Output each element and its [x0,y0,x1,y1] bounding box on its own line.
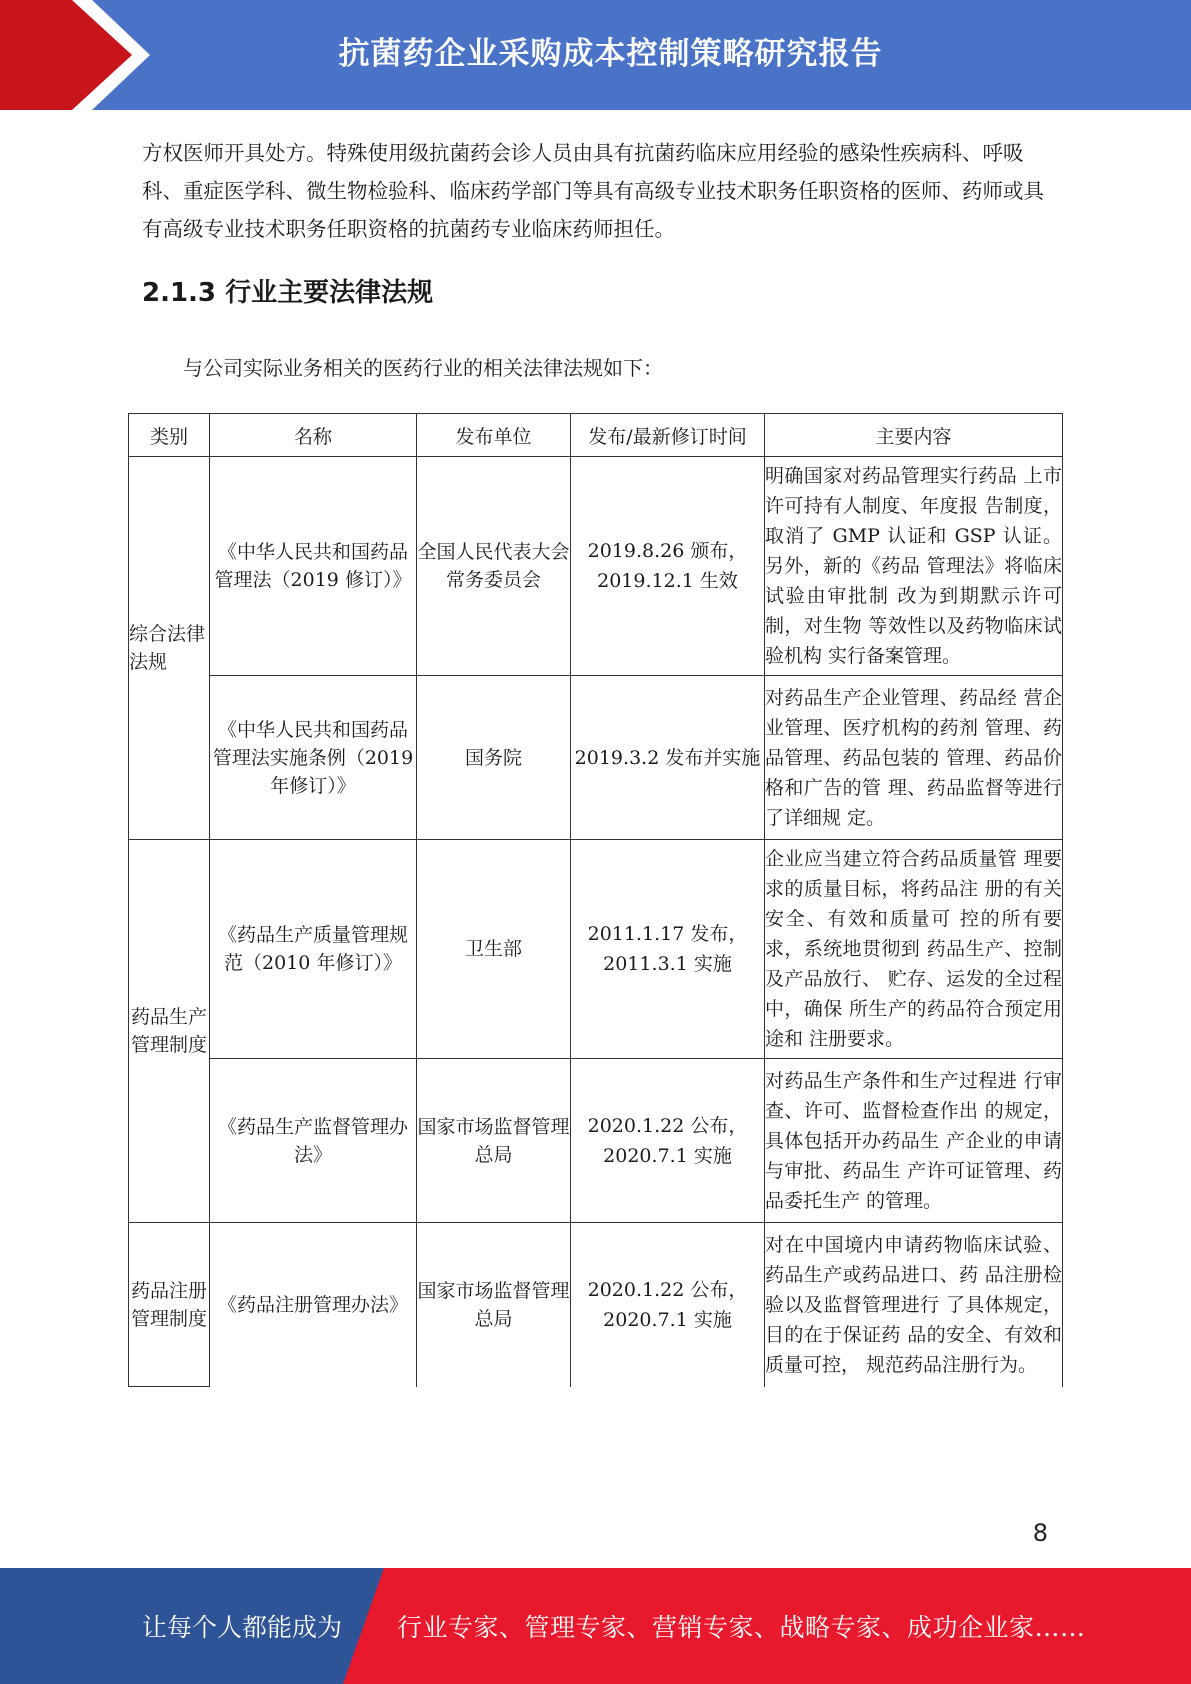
page-footer [0,1568,1191,1684]
date-line: 2020.7.1 实施 [603,1144,732,1167]
date-cell [571,676,765,840]
column-header-date: 发布/最新修订时间 [571,414,765,457]
publisher-cell: 卫生部 [417,840,571,1059]
column-header-publisher: 发布单位 [417,414,571,457]
column-header-name: 名称 [210,414,417,457]
publisher-cell: 全国人民代表大会常务委员会 [417,457,571,676]
table-row [129,676,1063,840]
date-line: 2020.7.1 实施 [603,1308,732,1331]
date-line: 2019.3.2 发布并实施 [574,746,761,769]
footer-slogan-right: 行业专家、管理专家、营销专家、战略专家、成功企业家…… [397,1613,1086,1642]
lead-sentence: 与公司实际业务相关的医药行业的相关法律法规如下： [183,356,663,380]
content-cell: 对药品生产企业管理、药品经 营企业管理、医疗机构的药剂 管理、药品管理、药品包装的 管理、药品价格和广告的管 理、药品监督等进行了详细规 定。 [765,676,1063,840]
date-line: 2011.1.17 发布， [587,923,748,945]
law-name-cell: 《药品生产质量管理规范（2010 年修订）》 [210,840,417,1059]
header-title: 抗菌药企业采购成本控制策略研究报告 [338,35,883,72]
date-line: 2011.3.1 实施 [603,953,732,975]
date-cell [571,1223,765,1387]
date-cell [571,1059,765,1223]
intro-paragraph: 方权医师开具处方。特殊使用级抗菌药会诊人员由具有抗菌药临床应用经验的感染性疾病科、呼吸科、重症医学科、微生物检验科、临床药学部门等具有高级专业技术职务任职资格的医师、药师或具有高级专业技术职务任职资格的抗菌药专业临床药师担任。 [142,141,1044,241]
date-line: 2019.12.1 生效 [597,570,738,592]
table-row [129,1059,1063,1223]
header-arrow-graphic [0,0,160,110]
table-row [129,840,1063,1059]
column-header-content: 主要内容 [765,414,1063,457]
date-cell [571,457,765,676]
law-name-cell: 《中华人民共和国药品管理法实施条例（2019 年修订）》 [210,676,417,840]
table-row [129,457,1063,676]
footer-slogan-left: 让每个人都能成为 [142,1613,343,1642]
section-heading: 2.1.3 行业主要法律法规 [142,278,434,308]
category-cell: 药品生产管理制度 [129,840,210,1223]
content-cell: 明确国家对药品管理实行药品 上市许可持有人制度、年度报 告制度，取消了 GMP 认证和 GSP 认证。另外，新的《药品 管理法》将临床试验由审批制 改为到期默示许可制，对生物 等效性以及药物临床试验机构 实行备案管理。 [765,457,1063,676]
category-cell: 综合法律法规 [129,457,210,840]
publisher-cell: 国务院 [417,676,571,840]
column-header-category: 类别 [129,414,210,457]
publisher-cell: 国家市场监督管理总局 [417,1223,571,1387]
content-cell: 对药品生产条件和生产过程进 行审查、许可、监督检查作出 的规定，具体包括开办药品生 产企业的申请与审批、药品生 产许可证管理、药品委托生产 的管理。 [765,1059,1063,1223]
content-cell: 对在中国境内申请药物临床试验、药品生产或药品进口、药 品注册检验以及监督管理进行 了具体规定，目的在于保证药 品的安全、有效和质量可控， 规范药品注册行为。 [765,1223,1063,1387]
publisher-cell: 国家市场监督管理总局 [417,1059,571,1223]
table-header-row [129,414,1063,457]
table-row [129,1223,1063,1387]
law-name-cell: 《中华人民共和国药品管理法（2019 修订）》 [210,457,417,676]
page-header [0,0,1191,110]
page-number: 8 [1032,1519,1048,1547]
date-cell [571,840,765,1059]
law-name-cell: 《药品生产监督管理办法》 [210,1059,417,1223]
date-line: 2020.1.22 公布， [587,1278,748,1301]
date-line: 2019.8.26 颁布， [587,540,748,562]
content-cell: 企业应当建立符合药品质量管 理要求的质量目标，将药品注 册的有关安全、有效和质量可 控的所有要求，系统地贯彻到 药品生产、控制及产品放行、 贮存、运发的全过程中，确保 所生产的药品符合预定用途和 注册要求。 [765,840,1063,1059]
laws-table [128,413,1063,1387]
category-cell: 药品注册管理制度 [129,1223,210,1387]
date-line: 2020.1.22 公布， [587,1114,748,1137]
law-name-cell: 《药品注册管理办法》 [210,1223,417,1387]
